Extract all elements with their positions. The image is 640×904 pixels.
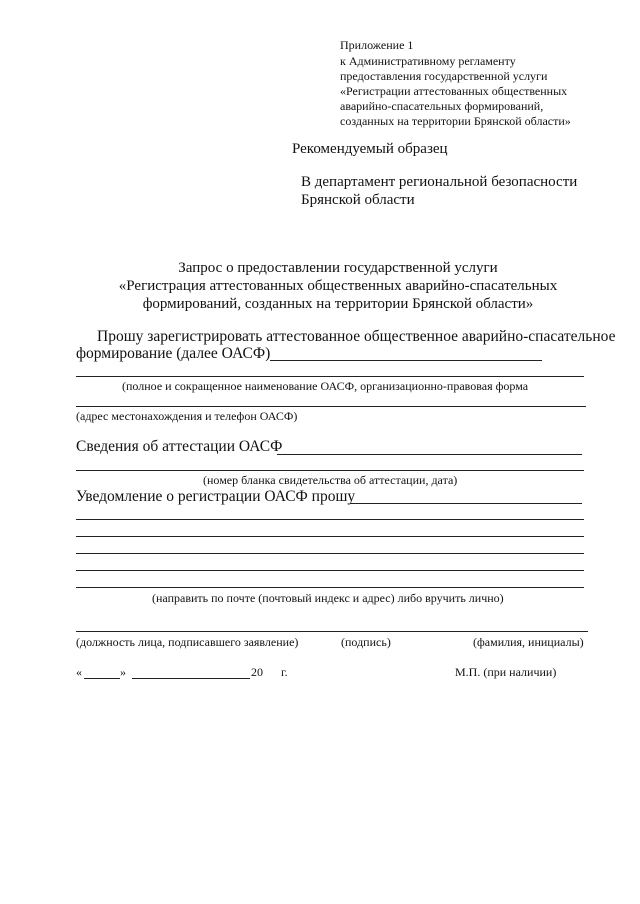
- request-title: формирований, созданных на территории Брянской области»: [142, 296, 534, 312]
- hint-sign: (подпись): [341, 635, 391, 649]
- hint-name: (полное и сокращенное наименование ОАСФ, организационно-правовая форма: [122, 379, 529, 393]
- notification-field-line[interactable]: [76, 587, 584, 588]
- appendix-title: Приложение 1: [340, 38, 414, 52]
- notification-field-line[interactable]: [76, 519, 584, 520]
- attestation-label: Сведения об аттестации ОАСФ: [76, 438, 283, 455]
- notification-field[interactable]: [350, 503, 582, 504]
- request-title: «Регистрация аттестованных общественных аварийно-спасательных: [118, 278, 558, 294]
- intro-text: Прошу зарегистрировать аттестованное общественное аварийно-спасательное: [97, 328, 616, 345]
- hint-fullname: (фамилия, инициалы): [473, 635, 584, 649]
- signature-field[interactable]: [76, 631, 588, 632]
- sample-label: Рекомендуемый образец: [292, 141, 448, 157]
- request-title: Запрос о предоставлении государственной услуги: [178, 260, 498, 276]
- notification-label: Уведомление о регистрации ОАСФ прошу: [76, 488, 356, 505]
- oasf-name-field-continued[interactable]: [76, 376, 584, 377]
- date-day-field[interactable]: [84, 678, 120, 679]
- notification-field-line[interactable]: [76, 570, 584, 571]
- addressee-line: В департамент региональной безопасности: [301, 174, 578, 190]
- notification-field-line[interactable]: [76, 536, 584, 537]
- appendix-line: аварийно-спасательных формирований,: [340, 99, 544, 113]
- appendix-line: «Регистрации аттестованных общественных: [340, 84, 568, 98]
- hint-certificate: (номер бланка свидетельства об аттестации, дата): [203, 473, 458, 487]
- date-year-suffix: г.: [281, 665, 288, 679]
- appendix-line: к Административному регламенту: [340, 54, 516, 68]
- date-open-quote: «: [76, 665, 82, 679]
- oasf-name-field[interactable]: [270, 360, 542, 361]
- attestation-field-continued[interactable]: [76, 470, 584, 471]
- intro-text: формирование (далее ОАСФ): [76, 345, 271, 362]
- hint-address: (адрес местонахождения и телефон ОАСФ): [76, 409, 298, 423]
- addressee-line: Брянской области: [301, 192, 415, 208]
- stamp-label: М.П. (при наличии): [455, 665, 557, 679]
- hint-position: (должность лица, подписавшего заявление): [76, 635, 299, 649]
- attestation-field[interactable]: [277, 454, 582, 455]
- appendix-line: предоставления государственной услуги: [340, 69, 548, 83]
- notification-field-line[interactable]: [76, 553, 584, 554]
- oasf-address-field[interactable]: [76, 406, 586, 407]
- date-month-field[interactable]: [132, 678, 250, 679]
- date-close-quote: »: [120, 665, 126, 679]
- appendix-line: созданных на территории Брянской области»: [340, 114, 571, 128]
- date-year-prefix: 20: [251, 665, 263, 679]
- hint-delivery: (направить по почте (почтовый индекс и адрес) либо вручить лично): [152, 591, 504, 605]
